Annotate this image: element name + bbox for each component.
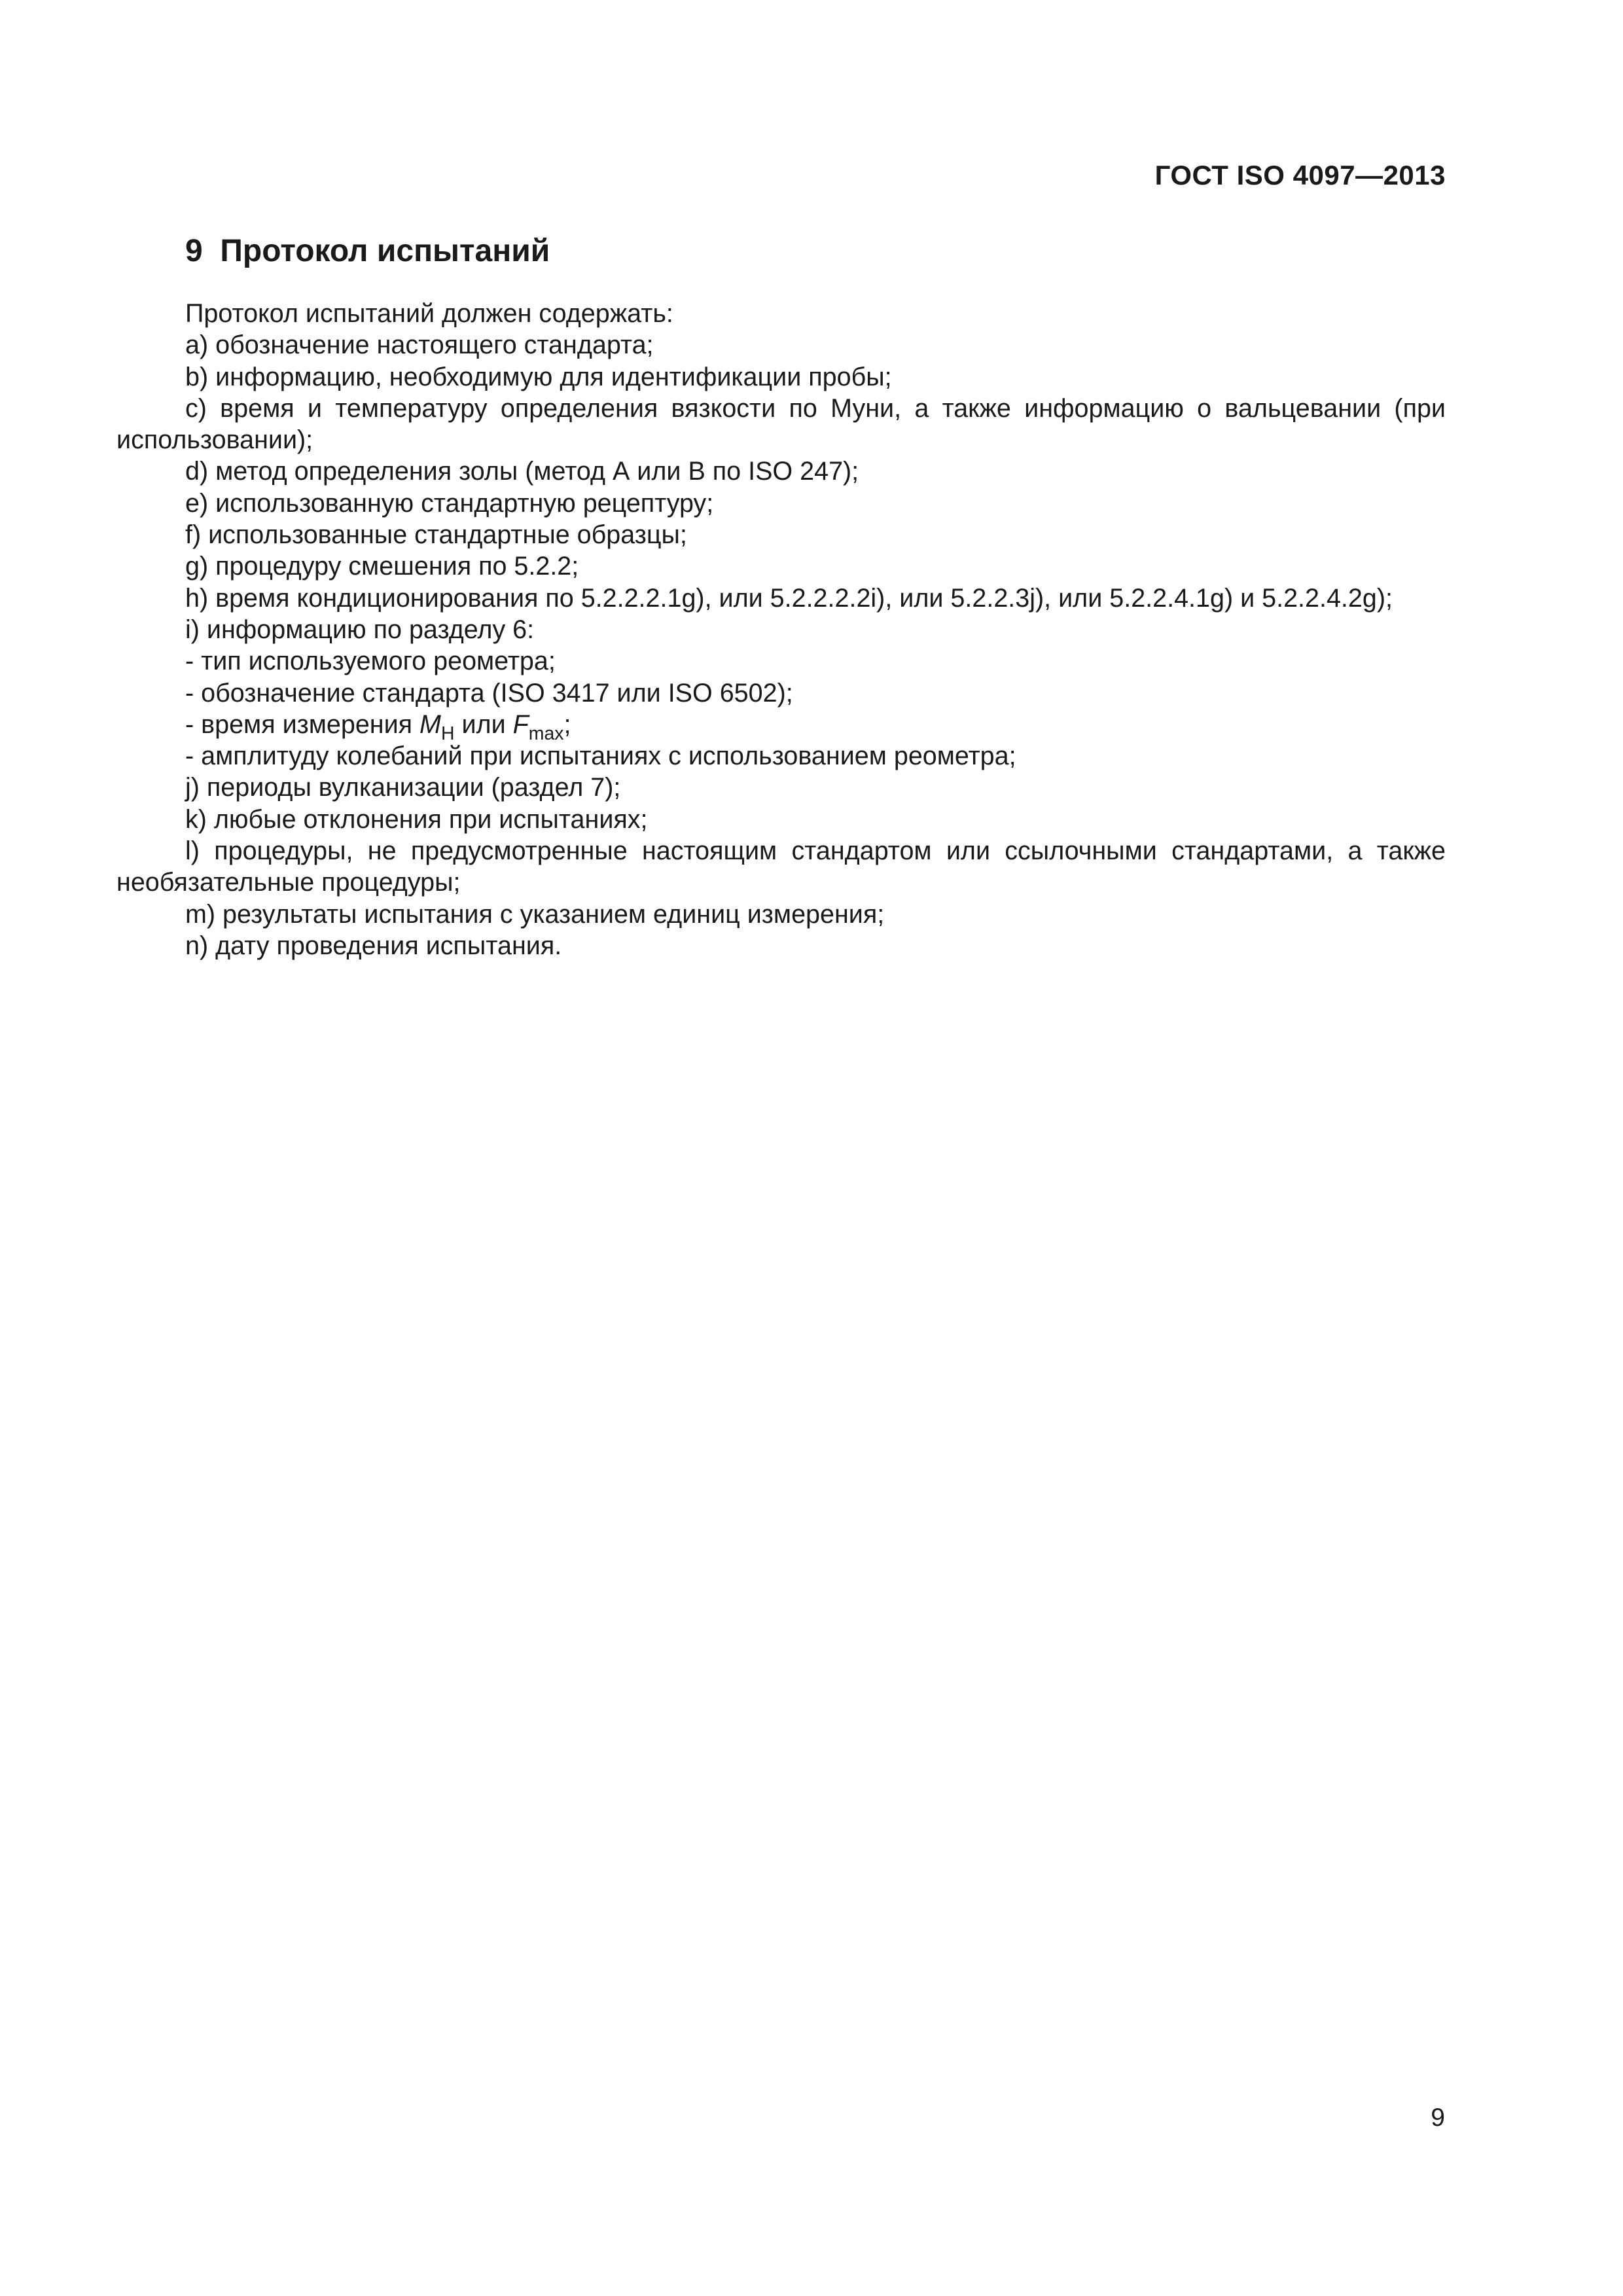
list-item-f: f) использованные стандартные образцы; [185, 520, 687, 550]
list-item-n: n) дату проведения испытания. [185, 931, 562, 960]
document-code-header: ГОСТ ISO 4097—2013 [1154, 160, 1446, 190]
fmax-subscript: max [528, 723, 564, 744]
list-item-d: d) метод определения золы (метод А или В по ISO 247); [185, 457, 859, 486]
list-item-h: h) время кондиционирования по 5.2.2.2.1g), или 5.2.2.2.2i), или 5.2.2.3j), или 5.2.2.4.1g) и 5.2.2.4.2g); [185, 583, 1393, 613]
list-item-e: e) использованную стандартную рецептуру; [185, 488, 714, 518]
section-title: Протокол испытаний [220, 234, 550, 268]
section-heading [185, 233, 550, 269]
mh-subscript: H [440, 723, 455, 744]
section-number: 9 [185, 234, 203, 268]
fmax-symbol: F [512, 709, 529, 739]
sub-item-amplitude: - амплитуду колебаний при испытаниях с использованием реометра; [185, 742, 1016, 771]
or-word: или [454, 709, 513, 739]
measure-time-prefix: - время измерения [185, 709, 420, 739]
list-item-i: i) информацию по разделу 6: [185, 615, 535, 644]
intro-paragraph: Протокол испытаний должен содержать: [185, 299, 673, 328]
measure-time-suffix: ; [563, 709, 571, 739]
list-item-j: j) периоды вулканизации (раздел 7); [185, 773, 621, 802]
list-item-c: c) время и температуру определения вязкости по Муни, а также информацию о вальцевании (при использовании); [116, 393, 1446, 455]
sub-item-measurement-time [116, 709, 1446, 744]
sub-item-standard-designation: - обозначение стандарта (ISO 3417 или ISO 6502); [185, 678, 793, 708]
list-item-g: g) процедуру смешения по 5.2.2; [185, 552, 579, 581]
sub-item-rheometer-type: - тип используемого реометра; [185, 647, 556, 676]
mh-symbol: M [419, 709, 441, 739]
page-number: 9 [1431, 2104, 1445, 2132]
section-body [116, 298, 1446, 961]
list-item-k: k) любые отклонения при испытаниях; [185, 804, 648, 834]
list-item-a: a) обозначение настоящего стандарта; [185, 331, 654, 360]
list-item-b: b) информацию, необходимую для идентификации пробы; [185, 362, 892, 391]
list-item-m: m) результаты испытания с указанием единиц измерения; [185, 899, 885, 929]
list-item-l: l) процедуры, не предусмотренные настоящим стандартом или ссылочными стандартами, а также необязательные процедуры; [116, 836, 1446, 897]
